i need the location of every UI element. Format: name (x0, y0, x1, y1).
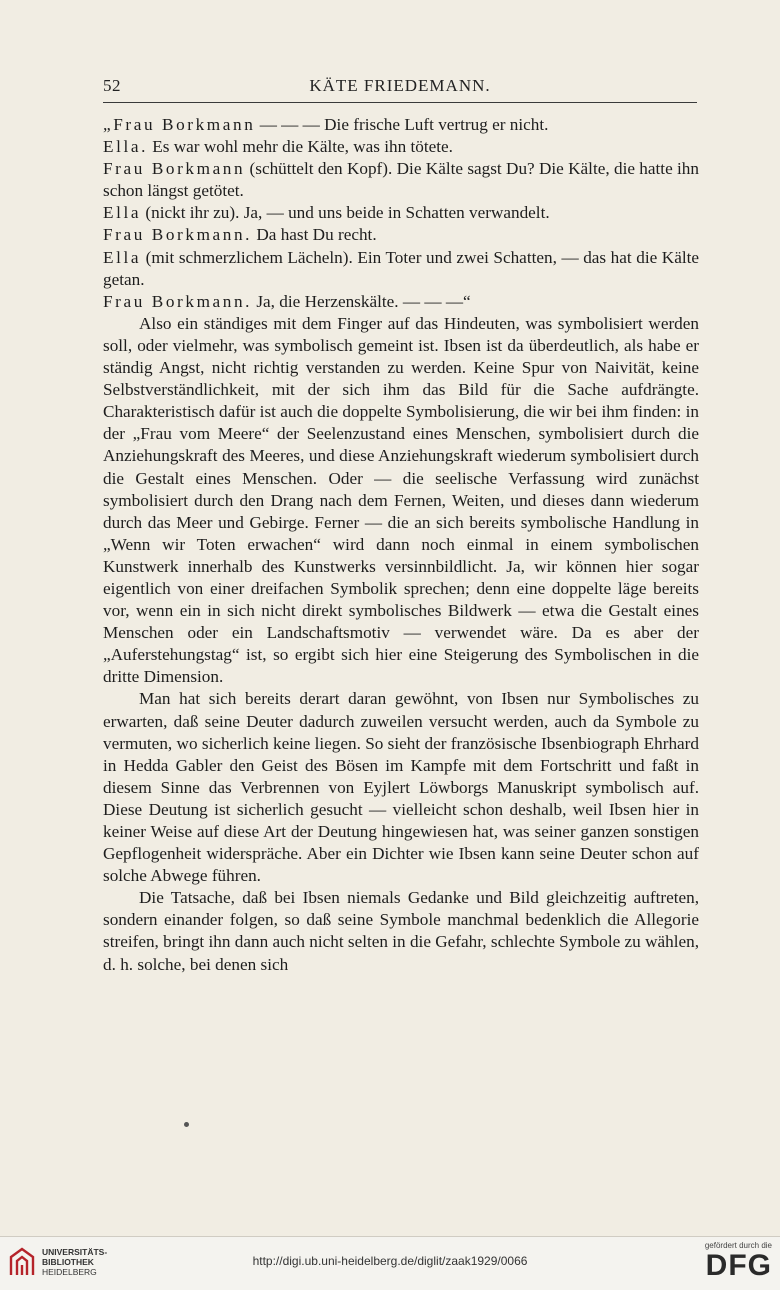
speaker-name: Ella (103, 203, 142, 223)
dialogue-line (103, 291, 699, 313)
body-text (103, 114, 699, 976)
funding-credit (682, 1241, 772, 1282)
dialogue-text: (mit schmerzlichem Lächeln). Ein Toter und zwei Schatten, — das hat die Kälte getan. (103, 247, 699, 289)
paragraph: Die Tatsache, daß bei Ibsen niemals Gedanke und Bild gleichzeitig auftreten, sondern einander folgen, so daß seine Symbole manchmal bedenklich die Allegorie streifen, bringt ihn dann auch nicht selten in die Gefahr, schlechte Symbole zu wählen, d. h. solche, bei denen sich (103, 888, 699, 974)
dialogue-line (103, 202, 699, 224)
library-line-3: HEIDELBERG (42, 1267, 97, 1277)
paragraph: Also ein ständiges mit dem Finger auf das Hindeuten, was symbolisiert werden soll, oder vielmehr, was symbolisch gemeint ist. Ibsen ist da überdeutlich, als habe er ständig Angst, nicht richtig verstanden zu werden. Keine Spur von Naivität, keine Selbstverständlichkeit, mit der sich ihm das Bild für die Sache aufdrängte. Charakteristisch dafür ist auch die doppelte Symbolisierung, die wir bei ihm finden: in der „Frau vom Meere“ der Seelenzustand eines Menschen, symbolisiert durch die Anziehungskraft des Meeres, und diese Anziehungskraft wiederum symbolisiert durch die Gestalt eines Menschen. Oder — die seelische Verfassung wird zunächst symbolisiert durch den Drang nach dem Fernen, Weiten, und dieses dann wiederum durch das Meer und Gebirge. Ferner — die an sich bereits symbolische Handlung in „Wenn wir Toten erwachen“ wird dann noch einmal in einem symbolischen Kunstwerk innerhalb des Kunstwerks versinnbildlicht. Ja, wir können hier sogar eigentlich von einer dreifachen Symbolik sprechen; denn eine doppelte läge bereits vor, wenn ein in sich nicht direkt symbolisches Bildwerk — etwa die Gestalt eines Menschen oder ein Landschaftsmotiv — verwendet wäre. Da es aber der „Auferstehungstag“ ist, so ergibt sich hier eine Steigerung des Symbolischen in die dritte Dimension. (103, 313, 699, 687)
dialogue-text: Da hast Du recht. (252, 225, 377, 245)
funded-by-label: gefördert durch die (704, 1241, 772, 1250)
page-header (103, 76, 697, 103)
speaker-name: Ella (103, 247, 142, 267)
dialogue-text: Es war wohl mehr die Kälte, was ihn tötete. (147, 137, 453, 157)
dialogue-line (103, 136, 699, 158)
page-number: 52 (103, 76, 121, 95)
dialogue-line (103, 247, 699, 291)
dialogue-text: (nickt ihr zu). Ja, — und uns beide in Schatten verwandelt. (141, 203, 550, 223)
dialogue-line (103, 224, 699, 246)
speaker-name: Frau Borkmann (103, 159, 246, 179)
running-title: KÄTE FRIEDEMANN. (309, 76, 491, 95)
speaker-name: „Frau Borkmann (103, 115, 256, 134)
library-line-2: BIBLIOTHEK (42, 1257, 94, 1267)
ink-dot (184, 1122, 189, 1127)
dfg-logo[interactable]: DFG (705, 1249, 772, 1282)
dialogue-text: (schüttelt den Kopf). Die Kälte sagst Du? Die Kälte, die hatte ihn schon längst getötet. (103, 159, 699, 201)
speaker-name: Frau Borkmann. (103, 291, 253, 311)
dialogue-line (103, 158, 699, 202)
speaker-name: Frau Borkmann. (103, 225, 253, 245)
dialogue-line (103, 114, 699, 136)
dialogue-text: Ja, die Herzenskälte. — — —“ (252, 291, 471, 311)
viewer-footer (0, 1236, 780, 1290)
speaker-name: Ella. (103, 137, 148, 157)
paragraph: Man hat sich bereits derart daran gewöhnt, von Ibsen nur Symbolisches zu erwarten, daß seine Deuter dadurch zuweilen versucht werden, auch da Symbole zu vermuten, wo sicherlich keine liegen. So sieht der französische Ibsenbiograph Ehrhard in Hedda Gabler den Geist des Bösen im Kampfe mit dem Fortschritt und faßt in diesem Sinne das Verbrennen von Eyjlert Löwborgs Manuskript symbolisch auf. Diese Deutung ist sicherlich gesucht — vielleicht schon deshalb, weil Ibsen hier in keiner Weise auf diese Art der Deutung hingewiesen hat, was seiner ganzen sonstigen Gepflogenheit widerspräche. Aber ein Dichter wie Ibsen kann seine Deuter schon auf solche Abwege führen. (103, 689, 699, 886)
permalink-url[interactable]: http://digi.ub.uni-heidelberg.de/diglit/zaak1929/0066 (252, 1254, 528, 1268)
library-line-1: UNIVERSITÄTS- (42, 1247, 108, 1257)
dialogue-text: — — — Die frische Luft vertrug er nicht. (255, 115, 549, 134)
